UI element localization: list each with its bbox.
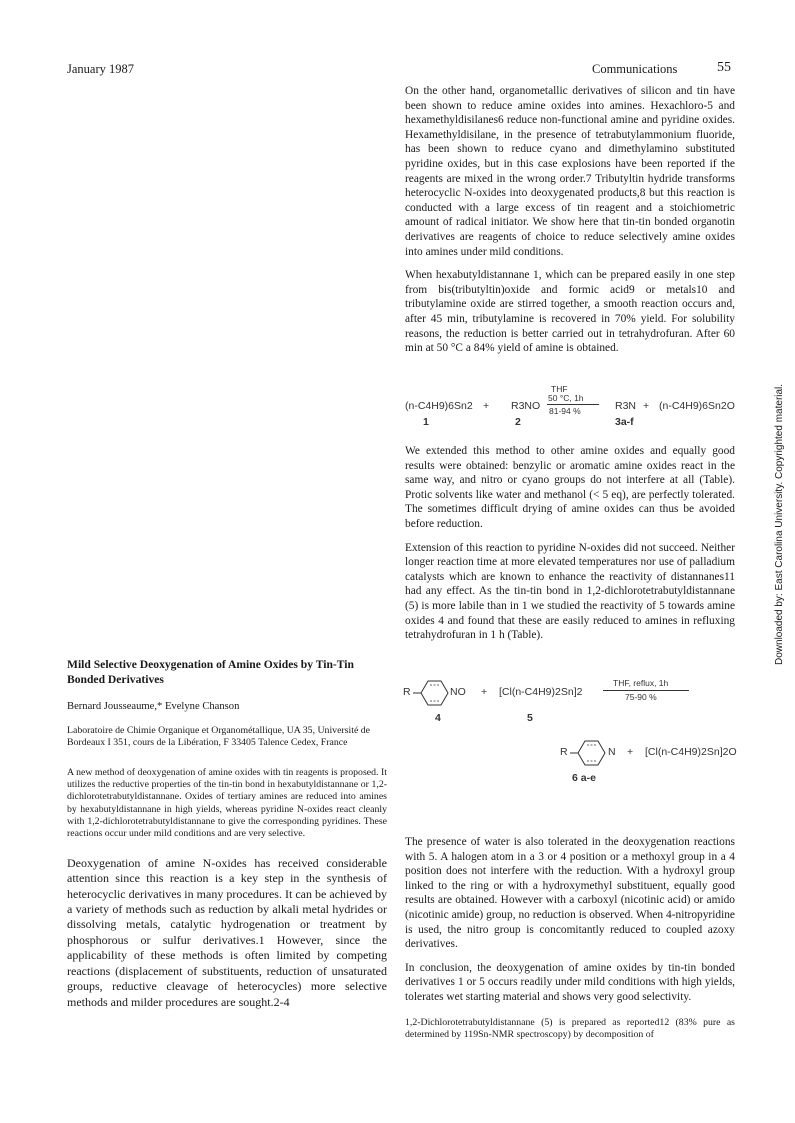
download-watermark: Downloaded by: East Carolina University. Copyrighted material. [774, 383, 785, 665]
eq1-product2: (n-C4H9)6Sn2O [659, 400, 735, 412]
affiliation: Laboratoire de Chimie Organique et Organométallique, UA 35, Université de Bordeaux I 351, cours de la Libération, F 33405 Talence Cedex, France [67, 725, 370, 749]
page-number: 55 [717, 60, 731, 75]
eq1-reactant2: R3NO [511, 400, 541, 412]
right-column-top [405, 84, 735, 356]
pyridine-oxide-ring-icon [413, 676, 453, 710]
eq2-label-5: 5 [527, 712, 533, 724]
eq2-r-group: R [403, 686, 411, 698]
paragraph-pyridine: Extension of this reaction to pyridine N-oxides did not succeed. Neither longer reaction time at more elevated temperatures nor use of palladium catalysts which are known to enhance the reactivity of distannanes11 had any effect. As the tin-tin bond in 1,2-dichlorotetrabutyldistannane (5) is more labile than in 1 we studied the reactivity of 5 towards amine oxides 4 and found that these are easily reduced to amines in refluxing tetrahydrofuran in 1 h (Table). [405, 541, 735, 642]
eq2-reagent: [Cl(n-C4H9)2Sn]2 [499, 686, 583, 698]
eq2-product2: [Cl(n-C4H9)2Sn]2O [645, 746, 737, 758]
eq1-plus2: + [643, 400, 650, 412]
eq2-plus2: + [627, 746, 634, 758]
eq1-reactant1: (n-C4H9)6Sn2 [405, 400, 473, 412]
right-column-mid [405, 444, 735, 643]
pyridine-ring-icon [570, 736, 610, 770]
paragraph-hexabutyldistannane: When hexabutyldistannane 1, which can be prepared easily in one step from bis(tributyltin)oxide and formic acid9 or metals10 and tributylamine oxide are stirred together, a smooth reaction occurs and, after 45 min, tributylamine is recovered in 70% yield. For solubility reasons, the reduction is better carried out in tetrahydrofuran. After 60 min at 50 °C a 84% yield of amine is obtained. [405, 269, 735, 355]
eq2-arrow [603, 690, 689, 691]
header-date: January 1987 [67, 62, 134, 76]
eq1-cond-bot: 81-94 % [549, 406, 581, 416]
eq2-plus1: + [481, 686, 488, 698]
eq2-cond-bot: 75-90 % [625, 692, 657, 702]
eq2-cond-top: THF, reflux, 1h [613, 678, 669, 688]
eq1-arrow [547, 404, 599, 405]
equation-1 [405, 384, 740, 429]
paragraph-experimental: 1,2-Dichlorotetrabutyldistannane (5) is prepared as reported12 (83% pure as determined by 119Sn-NMR spectroscopy) by decomposition of [405, 1016, 735, 1040]
article-title: Mild Selective Deoxygenation of Amine Oxides by Tin-Tin Bonded Derivatives [67, 658, 354, 686]
eq1-label-2: 2 [515, 416, 521, 428]
introduction: Deoxygenation of amine N-oxides has received considerable attention since this reaction is a key step in the synthesis of heterocyclic derivatives in many procedures. It can be achieved by a variety of methods such as reduction by alkali metal hydrides or dissolving metals, catalytic hydrogenation or treatment by phosphorous or sulfur derivatives.1 However, since the applicability of these methods is often limited by competing reactions (displacement of substituents, reduction of unsaturated groups, reductive cleavage of heterocycles) more selective methods and milder procedures are sought.2-4 [67, 855, 387, 1009]
left-column [67, 658, 387, 1010]
eq1-plus1: + [483, 400, 490, 412]
eq2-label-6: 6 a-e [572, 772, 596, 784]
right-column-bottom [405, 835, 735, 1041]
header-section: Communications [592, 62, 678, 76]
eq2-no-group: NO [450, 686, 466, 698]
paragraph-water: The presence of water is also tolerated in the deoxygenation reactions with 5. A halogen atom in a 3 or 4 position or a methoxyl group in a 4 position does not interfere with the reduction. With a hydroxyl group linked to the ring or with a hydroxymethyl substituent, equally good results are obtained. However with a carboxyl (nicotinic acid) or amido (nicotinic amide) group, no reduction is observed. When 4-nitropyridine is used, the nitro group is concomitantly reduced to coupled azoxy derivatives. [405, 836, 735, 951]
paragraph-silicon-tin: On the other hand, organometallic derivatives of silicon and tin have been shown to reduce amine oxides into amines. Hexachloro-5 and hexamethyldisilanes6 reduce non-functional amine and pyridine oxides. Hexamethyldisilane, in the presence of tetrabutylammonium fluoride, has been shown to reduce cyano and dimethylamino substituted pyridine oxides, but in this case explosions have been reported if the reagents are mixed in the wrong order.7 Tributyltin hydride transforms heterocyclic N-oxides into deoxygenated products,8 but this reaction is conducted with a large excess of tin reagent and a stoichiometric amount of radical initiator. We show here that tin-tin bonded organotin derivatives are reagents of choice to reduce selectively amine oxides into amines under mild conditions. [405, 85, 735, 258]
eq2-product-r: R [560, 746, 568, 758]
equation-2 [403, 676, 743, 791]
eq2-label-4: 4 [435, 712, 441, 724]
eq1-cond-mid: 50 °C, 1h [548, 393, 584, 403]
eq1-cond-top: THF [551, 384, 568, 394]
paragraph-conclusion: In conclusion, the deoxygenation of amine oxides by tin-tin bonded derivatives 1 or 5 occurs readily under mild conditions with high yields, tolerates wet starting material and shows very good selectivity. [405, 961, 735, 1003]
eq1-label-1: 1 [423, 416, 429, 428]
authors: Bernard Jousseaume,* Evelyne Chanson [67, 701, 240, 712]
eq1-product1: R3N [615, 400, 637, 412]
paragraph-extension: We extended this method to other amine oxides and equally good results were obtained: benzylic or aromatic amine oxides react in the same way, and nitro or cyano groups do not interfere at all (Table). Protic solvents like water and methanol (< 5 eq), are perfectly tolerated. The sometimes difficult drying of amine oxides can thus be avoided before reduction. [405, 445, 735, 530]
eq1-label-3: 3a-f [615, 416, 634, 428]
abstract: A new method of deoxygenation of amine oxides with tin reagents is proposed. It utilizes the reductive properties of the tin-tin bond in hexabutyldistannane or 1,2-dichlorotetrabutyldistannane. Oxides of tertiary amines are reduced into amines by hexabutyldistannane in high yields, whereas pyridine N-oxides react cleanly with 1,2-dichlorotetrabutyldistannane to give the corresponding pyridines. These reactions occur under mild conditions and are very selective. [67, 767, 387, 839]
eq2-product-n: N [608, 746, 616, 758]
